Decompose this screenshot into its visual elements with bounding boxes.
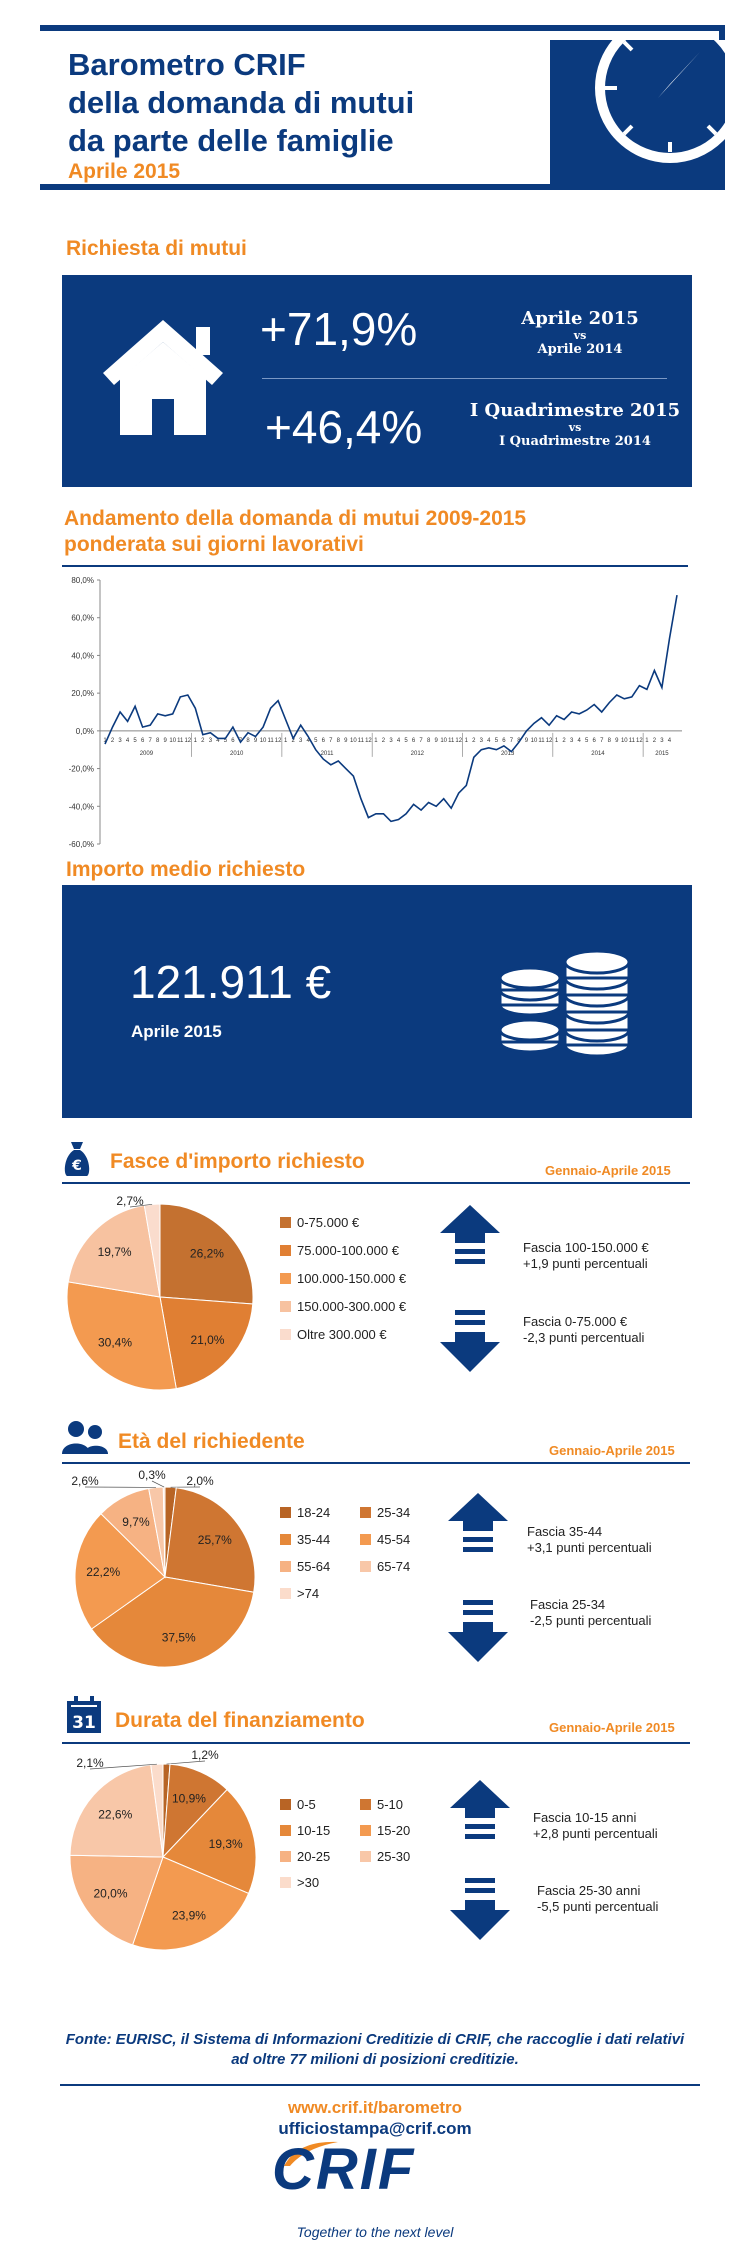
pie-value-label: 21,0% bbox=[190, 1332, 225, 1347]
legend-label: >74 bbox=[297, 1586, 320, 1601]
legend-label: 15-20 bbox=[377, 1823, 411, 1838]
legend-item bbox=[280, 1215, 406, 1230]
x-tick-label: 5 bbox=[404, 737, 408, 744]
x-tick-label: 8 bbox=[426, 737, 431, 744]
legend-label: 20-25 bbox=[297, 1849, 331, 1864]
x-tick-label: 8 bbox=[607, 737, 611, 744]
calendar-icon bbox=[66, 1696, 102, 1734]
x-tick-label: 4 bbox=[667, 737, 672, 744]
legend-swatch bbox=[280, 1561, 291, 1572]
legend-swatch bbox=[280, 1851, 291, 1862]
comparison-previous: Aprile 2014 bbox=[537, 342, 623, 357]
year-label: 2015 bbox=[655, 750, 669, 757]
arrow-up-icon bbox=[448, 1493, 508, 1558]
durata-pie-chart bbox=[60, 1745, 300, 1970]
fasce-pie-chart bbox=[60, 1185, 290, 1410]
pie-value-label: 19,3% bbox=[208, 1837, 243, 1852]
x-tick-label: 3 bbox=[208, 737, 213, 744]
x-tick-label: 4 bbox=[216, 737, 220, 744]
y-tick-label: -20,0% bbox=[68, 764, 94, 774]
x-tick-label: 2 bbox=[381, 737, 386, 744]
x-tick-label: 6 bbox=[140, 737, 145, 744]
pie-value-label: 22,6% bbox=[98, 1807, 133, 1822]
legend-swatch bbox=[280, 1534, 291, 1545]
legend-item bbox=[360, 1505, 440, 1520]
legend-label: 10-15 bbox=[297, 1823, 331, 1838]
year-label: 2010 bbox=[230, 750, 244, 757]
x-tick-label: 6 bbox=[411, 737, 416, 744]
footer-divider bbox=[60, 2084, 700, 2086]
x-tick-label: 1 bbox=[464, 737, 468, 744]
legend-item bbox=[360, 1797, 440, 1812]
eta-note-up: Fascia 35-44 +3,1 punti percentuali bbox=[527, 1524, 652, 1555]
x-tick-label: 4 bbox=[577, 737, 581, 744]
x-tick-label: 3 bbox=[660, 737, 664, 744]
richiesta-divider bbox=[262, 378, 667, 379]
x-tick-label: 9 bbox=[524, 737, 529, 744]
x-tick-label: 7 bbox=[600, 737, 604, 744]
footer-link[interactable]: www.crif.it/barometro bbox=[287, 2098, 463, 2117]
eta-legend bbox=[280, 1505, 440, 1601]
x-tick-label: 9 bbox=[434, 737, 438, 744]
legend-swatch bbox=[360, 1507, 371, 1518]
importo-date: Aprile 2015 bbox=[131, 1022, 222, 1041]
comparison-previous: I Quadrimestre 2014 bbox=[499, 434, 651, 449]
year-label: 2014 bbox=[591, 750, 605, 757]
x-tick-label: 5 bbox=[223, 737, 228, 744]
header-clock-panel bbox=[550, 40, 725, 190]
legend-swatch bbox=[280, 1507, 291, 1518]
year-label: 2012 bbox=[410, 750, 425, 757]
x-tick-label: 12 bbox=[184, 737, 192, 744]
y-tick-label: -40,0% bbox=[68, 802, 94, 812]
legend-swatch bbox=[280, 1825, 291, 1836]
x-tick-label: 9 bbox=[344, 737, 348, 744]
legend-label: 150.000-300.000 € bbox=[297, 1299, 407, 1314]
legend-label: 25-30 bbox=[377, 1849, 411, 1864]
pie-value-label: 2,6% bbox=[71, 1474, 99, 1488]
x-tick-label: 11 bbox=[357, 737, 365, 744]
year-label: 2009 bbox=[139, 750, 154, 757]
pie-value-label: 0,3% bbox=[138, 1468, 166, 1482]
comparison-current: I Quadrimestre 2015 bbox=[469, 400, 681, 421]
x-tick-label: 1 bbox=[103, 737, 107, 744]
legend-label: >30 bbox=[297, 1875, 320, 1890]
legend-item bbox=[280, 1271, 406, 1286]
x-tick-label: 3 bbox=[299, 737, 303, 744]
durata-note-up: Fascia 10-15 anni +2,8 punti percentuali bbox=[533, 1810, 658, 1841]
andamento-heading-line2: ponderata sui giorni lavorativi bbox=[64, 533, 364, 556]
pie-value-label: 25,7% bbox=[197, 1533, 232, 1548]
x-tick-label: 8 bbox=[517, 737, 521, 744]
stopwatch-icon bbox=[550, 40, 725, 190]
x-tick-label: 11 bbox=[267, 737, 274, 744]
eta-period: Gennaio-Aprile 2015 bbox=[549, 1443, 675, 1458]
x-tick-label: 10 bbox=[620, 737, 628, 744]
comparison-vs: vs bbox=[573, 329, 587, 342]
arrow-down-icon bbox=[448, 1600, 508, 1665]
house-icon bbox=[98, 315, 228, 435]
x-tick-label: 4 bbox=[396, 737, 401, 744]
durata-note-down: Fascia 25-30 anni -5,5 punti percentuali bbox=[537, 1883, 659, 1914]
x-tick-label: 1 bbox=[645, 737, 649, 744]
importo-value: 121.911 € bbox=[130, 956, 332, 1008]
arrow-up-icon bbox=[440, 1205, 500, 1270]
x-tick-label: 1 bbox=[374, 737, 378, 744]
legend-label: 0-75.000 € bbox=[297, 1215, 360, 1230]
x-tick-label: 5 bbox=[314, 737, 318, 744]
pie-value-label: 20,0% bbox=[93, 1886, 128, 1901]
x-tick-label: 6 bbox=[321, 737, 325, 744]
fasce-divider bbox=[62, 1182, 690, 1184]
x-tick-label: 5 bbox=[494, 737, 499, 744]
legend-label: 100.000-150.000 € bbox=[297, 1271, 407, 1286]
fasce-note-down: Fascia 0-75.000 € -2,3 punti percentuali bbox=[523, 1314, 645, 1345]
fasce-legend bbox=[280, 1215, 406, 1355]
legend-label: Oltre 300.000 € bbox=[297, 1327, 387, 1342]
pie-value-label: 2,1% bbox=[76, 1756, 104, 1770]
richiesta-comparison-month bbox=[500, 308, 660, 357]
x-tick-label: 9 bbox=[253, 737, 258, 744]
arrow-down-icon bbox=[450, 1878, 510, 1943]
x-tick-label: 7 bbox=[148, 737, 152, 744]
y-tick-label: 60,0% bbox=[71, 613, 94, 623]
andamento-line-chart bbox=[40, 572, 700, 857]
x-tick-label: 1 bbox=[193, 737, 197, 744]
x-tick-label: 2 bbox=[652, 737, 657, 744]
x-tick-label: 12 bbox=[545, 737, 553, 744]
pie-value-label: 22,2% bbox=[86, 1564, 121, 1579]
pie-value-label: 10,9% bbox=[171, 1791, 206, 1806]
x-tick-label: 11 bbox=[177, 737, 184, 744]
legend-item bbox=[280, 1559, 360, 1574]
y-tick-label: 0,0% bbox=[75, 726, 94, 736]
x-tick-label: 12 bbox=[636, 737, 643, 744]
x-tick-label: 10 bbox=[530, 737, 538, 744]
x-tick-label: 12 bbox=[274, 737, 282, 744]
legend-item bbox=[280, 1532, 360, 1547]
andamento-heading bbox=[64, 506, 526, 558]
x-tick-label: 10 bbox=[169, 737, 177, 744]
legend-swatch bbox=[360, 1851, 371, 1862]
x-tick-label: 8 bbox=[156, 737, 160, 744]
pie-value-label: 23,9% bbox=[171, 1908, 206, 1923]
legend-swatch bbox=[280, 1217, 291, 1228]
andamento-heading-line1: Andamento della domanda di mutui 2009-2015 bbox=[64, 507, 527, 530]
pie-value-label: 19,7% bbox=[97, 1244, 132, 1259]
crif-tagline: Together to the next level bbox=[296, 2224, 454, 2240]
legend-swatch bbox=[280, 1588, 291, 1599]
x-tick-label: 4 bbox=[487, 737, 491, 744]
legend-item bbox=[280, 1299, 406, 1314]
durata-legend bbox=[280, 1797, 440, 1890]
x-tick-label: 7 bbox=[329, 737, 333, 744]
legend-item bbox=[280, 1327, 406, 1342]
legend-item bbox=[280, 1823, 360, 1838]
pie-value-label: 2,0% bbox=[186, 1474, 214, 1488]
x-tick-label: 12 bbox=[365, 737, 372, 744]
eta-pie-chart bbox=[60, 1465, 300, 1685]
legend-item bbox=[280, 1875, 360, 1890]
legend-label: 75.000-100.000 € bbox=[297, 1243, 399, 1258]
pie-value-label: 37,5% bbox=[161, 1630, 196, 1645]
x-tick-label: 4 bbox=[125, 737, 130, 744]
eta-title: Età del richiedente bbox=[118, 1430, 305, 1453]
x-tick-label: 3 bbox=[118, 737, 122, 744]
durata-title: Durata del finanziamento bbox=[115, 1709, 365, 1732]
x-tick-label: 7 bbox=[238, 737, 243, 744]
fasce-title: Fasce d'importo richiesto bbox=[110, 1150, 365, 1173]
legend-item bbox=[280, 1586, 360, 1601]
x-tick-label: 2 bbox=[472, 737, 476, 744]
x-tick-label: 2 bbox=[201, 737, 205, 744]
andamento-divider bbox=[62, 565, 688, 567]
fasce-note-up: Fascia 100-150.000 € +1,9 punti percentuali bbox=[523, 1240, 649, 1271]
x-tick-label: 5 bbox=[585, 737, 589, 744]
y-tick-label: 80,0% bbox=[71, 576, 94, 585]
x-tick-label: 7 bbox=[419, 737, 423, 744]
fasce-period: Gennaio-Aprile 2015 bbox=[545, 1163, 671, 1178]
x-tick-label: 10 bbox=[440, 737, 448, 744]
richiesta-value-month: +71,9% bbox=[260, 303, 418, 355]
legend-swatch bbox=[280, 1245, 291, 1256]
money-bag-icon bbox=[62, 1138, 92, 1178]
legend-swatch bbox=[280, 1329, 291, 1340]
x-tick-label: 4 bbox=[306, 737, 310, 744]
x-tick-label: 8 bbox=[246, 737, 250, 744]
legend-swatch bbox=[360, 1561, 371, 1572]
x-tick-label: 6 bbox=[502, 737, 506, 744]
x-tick-label: 11 bbox=[628, 737, 635, 744]
legend-swatch bbox=[280, 1273, 291, 1284]
legend-label: 25-34 bbox=[377, 1505, 411, 1520]
pie-value-label: 2,7% bbox=[116, 1194, 144, 1208]
x-tick-label: 12 bbox=[455, 737, 463, 744]
legend-item bbox=[360, 1849, 440, 1864]
durata-divider bbox=[62, 1742, 690, 1744]
x-tick-label: 9 bbox=[615, 737, 619, 744]
y-tick-label: -60,0% bbox=[68, 840, 94, 849]
series-line bbox=[105, 595, 677, 821]
eta-note-down: Fascia 25-34 -2,5 punti percentuali bbox=[530, 1597, 652, 1628]
legend-label: 55-64 bbox=[297, 1559, 331, 1574]
x-tick-label: 1 bbox=[283, 737, 288, 744]
arrow-down-icon bbox=[440, 1310, 500, 1375]
year-label: 2013 bbox=[500, 750, 515, 757]
x-tick-label: 3 bbox=[569, 737, 574, 744]
legend-label: 5-10 bbox=[377, 1797, 404, 1812]
legend-swatch bbox=[280, 1301, 291, 1312]
pie-value-label: 9,7% bbox=[122, 1515, 150, 1530]
pie-value-label: 1,2% bbox=[191, 1748, 219, 1762]
legend-item bbox=[280, 1849, 360, 1864]
richiesta-comparison-quadrimestre bbox=[465, 400, 685, 449]
x-tick-label: 3 bbox=[479, 737, 483, 744]
pie-value-label: 26,2% bbox=[189, 1246, 224, 1261]
x-tick-label: 9 bbox=[163, 737, 167, 744]
pie-value-label: 30,4% bbox=[98, 1335, 133, 1350]
comparison-current: Aprile 2015 bbox=[521, 308, 639, 329]
source-note: Fonte: EURISC, il Sistema di Informazioni Creditizie di CRIF, che raccoglie i dati relativi ad oltre 77 milioni di posizioni creditizie. bbox=[65, 2031, 685, 2068]
page-title: Barometro CRIF della domanda di mutui da parte delle famiglie bbox=[68, 47, 415, 158]
legend-item bbox=[280, 1243, 406, 1258]
legend-label: 0-5 bbox=[297, 1797, 316, 1812]
x-tick-label: 6 bbox=[592, 737, 596, 744]
svg-text:€: € bbox=[72, 1158, 82, 1174]
durata-period: Gennaio-Aprile 2015 bbox=[549, 1720, 675, 1735]
x-tick-label: 8 bbox=[336, 737, 340, 744]
legend-swatch bbox=[360, 1825, 371, 1836]
calendar-day: 31 bbox=[72, 1713, 96, 1733]
legend-item bbox=[360, 1823, 440, 1838]
x-tick-label: 2 bbox=[110, 737, 115, 744]
legend-item bbox=[280, 1505, 360, 1520]
legend-item bbox=[360, 1559, 440, 1574]
eta-divider bbox=[62, 1462, 690, 1464]
people-icon bbox=[60, 1418, 112, 1458]
legend-swatch bbox=[280, 1877, 291, 1888]
x-tick-label: 10 bbox=[259, 737, 267, 744]
year-label: 2011 bbox=[320, 750, 334, 757]
legend-swatch bbox=[360, 1799, 371, 1810]
x-tick-label: 2 bbox=[291, 737, 295, 744]
arrow-up-icon bbox=[450, 1780, 510, 1845]
y-tick-label: 40,0% bbox=[71, 651, 94, 661]
x-tick-label: 11 bbox=[448, 737, 455, 744]
legend-label: 45-54 bbox=[377, 1532, 411, 1547]
legend-swatch bbox=[360, 1534, 371, 1545]
legend-label: 18-24 bbox=[297, 1505, 331, 1520]
x-tick-label: 5 bbox=[133, 737, 137, 744]
x-tick-label: 7 bbox=[509, 737, 514, 744]
legend-item bbox=[280, 1797, 360, 1812]
richiesta-heading: Richiesta di mutui bbox=[66, 237, 247, 260]
x-tick-label: 10 bbox=[350, 737, 357, 744]
x-tick-label: 6 bbox=[231, 737, 235, 744]
legend-item bbox=[360, 1532, 440, 1547]
legend-label: 65-74 bbox=[377, 1559, 411, 1574]
x-tick-label: 2 bbox=[562, 737, 566, 744]
x-tick-label: 3 bbox=[389, 737, 393, 744]
page-subtitle: Aprile 2015 bbox=[68, 160, 181, 183]
legend-label: 35-44 bbox=[297, 1532, 331, 1547]
comparison-vs: vs bbox=[568, 421, 582, 434]
richiesta-value-quadrimestre: +46,4% bbox=[265, 401, 423, 453]
footer-email[interactable]: ufficiostampa@crif.com bbox=[278, 2119, 472, 2138]
crif-logo: CRIF bbox=[272, 2137, 416, 2202]
coins-icon bbox=[495, 950, 635, 1065]
legend-swatch bbox=[280, 1799, 291, 1810]
y-tick-label: 20,0% bbox=[71, 689, 94, 699]
x-tick-label: 11 bbox=[538, 737, 545, 744]
importo-heading: Importo medio richiesto bbox=[66, 858, 306, 881]
x-tick-label: 1 bbox=[554, 737, 559, 744]
